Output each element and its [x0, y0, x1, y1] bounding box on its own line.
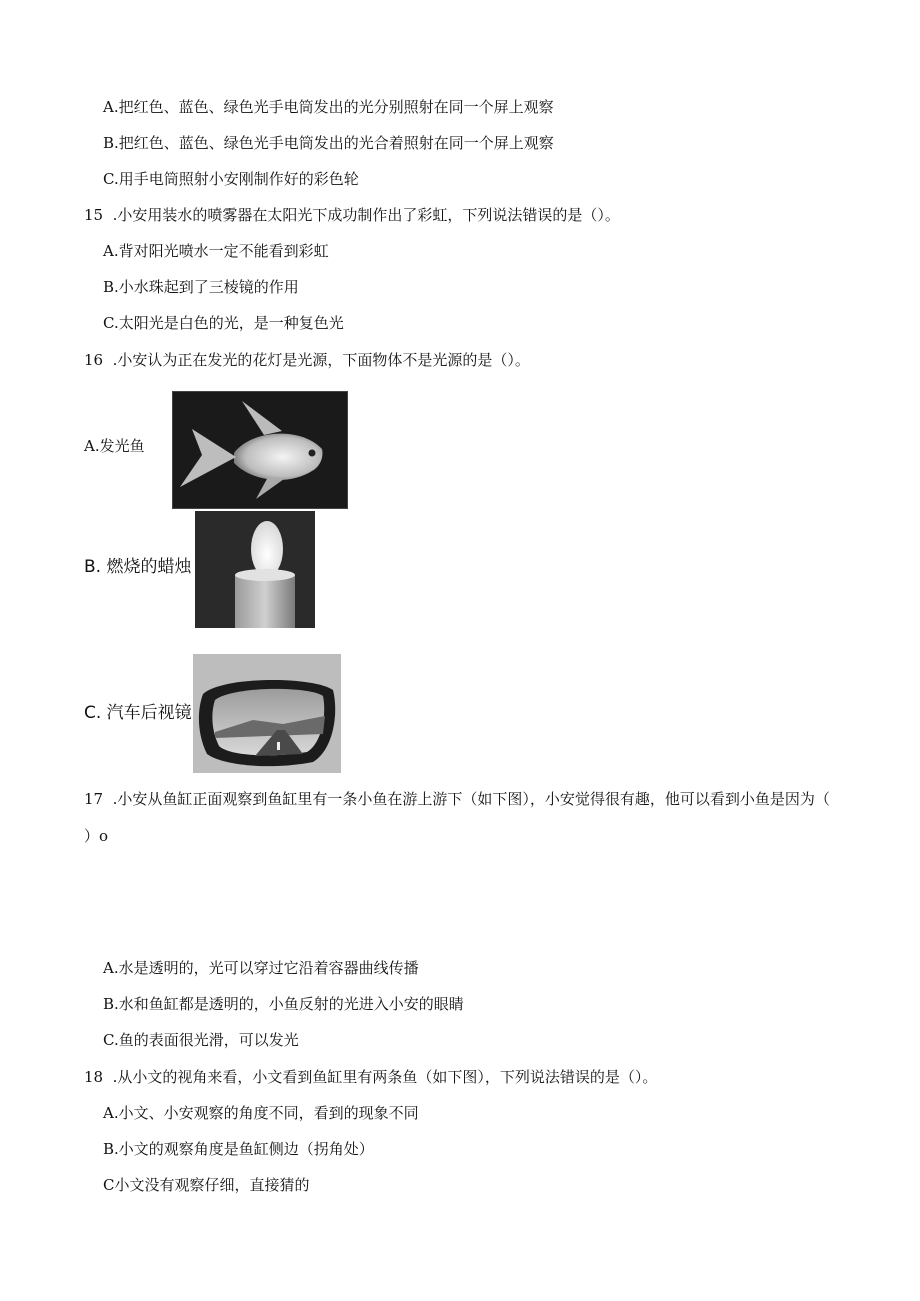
q15-option-b: B.小水珠起到了三棱镜的作用 — [103, 278, 299, 296]
q17-option-b: B.水和鱼缸都是透明的，小鱼反射的光进入小安的眼睛 — [103, 995, 464, 1013]
q16-option-a: A.发光鱼 — [84, 437, 145, 455]
q18-option-c: C小文没有观察仔细，直接猜的 — [103, 1176, 310, 1194]
q17-stem-line2: ）o — [84, 827, 109, 845]
q15-option-c: C.太阳光是白色的光，是一种复色光 — [103, 314, 344, 332]
car-rearview-mirror-photo — [193, 654, 341, 773]
q14-option-b: B.把红色、蓝色、绿色光手电筒发出的光合着照射在同一个屏上观察 — [103, 134, 554, 152]
q17-stem-line1: 17 .小安从鱼缸正面观察到鱼缸里有一条小鱼在游上游下（如下图），小安觉得很有趣，他可以看到小鱼是因为（ — [84, 790, 830, 808]
q18-stem: 18 .从小文的视角来看，小文看到鱼缸里有两条鱼（如下图），下列说法错误的是（）。 — [84, 1068, 658, 1086]
q18-option-b: B.小文的观察角度是鱼缸侧边（拐角处） — [103, 1140, 374, 1158]
q16-option-c: C. 汽车后视镜 — [84, 703, 192, 723]
q17-option-c: C.鱼的表面很光滑，可以发光 — [103, 1031, 299, 1049]
q17-option-a: A.水是透明的，光可以穿过它沿着容器曲线传播 — [103, 959, 419, 977]
q14-option-a: A.把红色、蓝色、绿色光手电筒发出的光分别照射在同一个屏上观察 — [103, 98, 554, 116]
q18-option-a: A.小文、小安观察的角度不同，看到的现象不同 — [103, 1104, 419, 1122]
q16-stem: 16 .小安认为正在发光的花灯是光源，下面物体不是光源的是（）。 — [84, 351, 530, 369]
q16-option-b: B. 燃烧的蜡烛 — [84, 557, 192, 577]
glowing-fish-photo — [172, 391, 348, 509]
burning-candle-photo — [195, 511, 315, 628]
q14-option-c: C.用手电筒照射小安刚制作好的彩色轮 — [103, 170, 359, 188]
q15-stem: 15 .小安用装水的喷雾器在太阳光下成功制作出了彩虹，下列说法错误的是（）。 — [84, 206, 620, 224]
q15-option-a: A.背对阳光喷水一定不能看到彩虹 — [103, 242, 329, 260]
